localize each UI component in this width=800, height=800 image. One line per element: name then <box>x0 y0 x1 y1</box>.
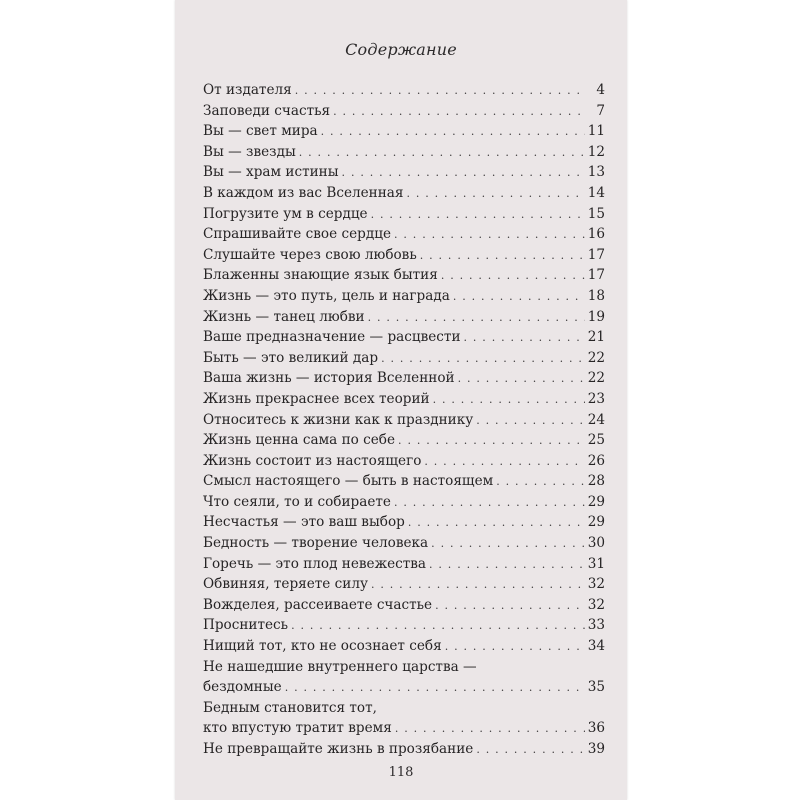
toc-dot-leader <box>381 349 585 370</box>
toc-dot-leader <box>342 163 585 184</box>
toc-entry-title: Относитесь к жизни как к празднику <box>203 411 474 428</box>
toc-entry-title: Жизнь прекраснее всех теорий <box>203 390 430 407</box>
toc-entry <box>203 595 605 616</box>
toc-entry-page: 26 <box>587 452 605 469</box>
toc-entry <box>203 368 605 389</box>
toc-dot-leader <box>464 328 585 349</box>
toc-dot-leader <box>371 575 585 596</box>
toc-entry <box>203 471 605 492</box>
toc-dot-leader <box>476 740 584 761</box>
book-page <box>175 0 627 800</box>
toc-entry <box>203 512 605 533</box>
toc-dot-leader <box>368 308 585 329</box>
toc-dot-leader <box>420 246 585 267</box>
toc-dot-leader <box>435 596 585 617</box>
toc-entry-title: Несчастья — это ваш выбор <box>203 514 405 531</box>
toc-entry-title: Не превращайте жизнь в прозябание <box>203 741 474 757</box>
toc-dot-leader <box>433 390 585 411</box>
toc-dot-leader <box>458 369 585 390</box>
toc-entry-page: 11 <box>587 123 605 140</box>
toc-entry-page: 21 <box>587 329 605 346</box>
toc-entry-page: 32 <box>587 596 605 613</box>
toc-dot-leader <box>333 102 586 123</box>
toc-entry-page: 30 <box>587 535 605 552</box>
toc-entry-title: Обвиняя, теряете силу <box>203 576 368 593</box>
toc-entry-page: 31 <box>587 555 605 572</box>
toc-entry-page: 19 <box>587 308 605 325</box>
toc-entry <box>203 245 605 266</box>
toc-entry-title: Ваша жизнь — история Вселенной <box>203 370 455 387</box>
toc-entry <box>203 204 605 225</box>
toc-entry <box>203 492 605 513</box>
toc-entry-page: 17 <box>587 246 605 263</box>
toc-entry <box>203 286 605 307</box>
toc-entry-page: 22 <box>587 349 605 366</box>
toc-entry-page: 34 <box>587 638 605 655</box>
toc-entry-title: Проснитесь <box>203 617 289 634</box>
toc-entry-page: 12 <box>587 143 605 160</box>
toc-entry <box>203 574 605 595</box>
toc-entry-title: Спрашивайте свое сердце <box>203 226 392 243</box>
toc-dot-leader <box>299 143 585 164</box>
toc-entry-title: Горечь — это плод невежества <box>203 555 427 572</box>
toc-entry-page: 24 <box>587 411 605 428</box>
toc-entry <box>203 80 605 101</box>
toc-dot-leader <box>431 534 585 555</box>
toc-entry-page: 15 <box>587 205 605 222</box>
toc-entry-title: От издателя <box>203 82 292 98</box>
toc-entry-page: 32 <box>587 576 605 593</box>
toc-dot-leader <box>285 678 585 699</box>
toc-dot-leader <box>476 411 584 432</box>
toc-entry <box>203 224 605 245</box>
toc-entry-title: Блаженны знающие язык бытия <box>203 267 438 284</box>
toc-dot-leader <box>453 287 585 308</box>
toc-entry <box>203 265 605 286</box>
toc-entry <box>203 389 605 410</box>
toc-entry <box>203 183 605 204</box>
toc-entry <box>203 698 605 719</box>
toc-entry <box>203 739 605 760</box>
toc-entry <box>203 410 605 431</box>
toc-entry-page: 39 <box>587 741 605 757</box>
toc-entry-title: Слушайте через свою любовь <box>203 246 417 263</box>
toc-entry <box>203 121 605 142</box>
toc-entry <box>203 554 605 575</box>
toc-entry <box>203 451 605 472</box>
toc-entry <box>203 348 605 369</box>
toc-entry-page: 14 <box>587 184 605 201</box>
toc-entry <box>203 162 605 183</box>
toc-entry-title: кто впустую тратит время <box>203 720 392 737</box>
toc-entry-title: Бедность — творение человека <box>203 535 429 552</box>
toc-entry <box>203 307 605 328</box>
toc-dot-leader <box>429 555 585 576</box>
toc-dot-leader <box>406 184 584 205</box>
toc-entry-page: 4 <box>596 82 605 98</box>
toc-entry-title: Бедным становится тот, <box>203 699 377 716</box>
toc-entry-page: 13 <box>587 164 605 181</box>
toc-entry-title: Вы — звезды <box>203 143 296 160</box>
toc-entry <box>203 718 605 739</box>
toc-entry-page: 33 <box>587 617 605 634</box>
toc-entry-title: Погрузите ум в сердце <box>203 205 368 222</box>
toc-entry-title: В каждом из вас Вселенная <box>203 184 404 201</box>
toc-dot-leader <box>291 616 585 637</box>
toc-entry-title: Нищий тот, кто не осознает себя <box>203 638 442 655</box>
toc-entry-title: Вожделея, рассеиваете счастье <box>203 596 433 613</box>
toc-entry-title: Смысл настоящего — быть в настоящем <box>203 473 494 490</box>
toc-entry-page: 22 <box>587 370 605 387</box>
toc-dot-leader <box>371 205 585 226</box>
toc-dot-leader <box>496 472 585 493</box>
toc-dot-leader <box>441 266 585 287</box>
folio-page-number: 118 <box>388 765 414 780</box>
toc-entry-page: 29 <box>587 514 605 531</box>
toc-dot-leader <box>395 719 585 740</box>
toc-entry <box>203 657 605 678</box>
toc-entry-page: 17 <box>587 267 605 284</box>
toc-entry <box>203 677 605 698</box>
toc-dot-leader <box>408 513 585 534</box>
toc-dot-leader <box>424 452 584 473</box>
toc-entry-title: Быть — это великий дар <box>203 349 379 366</box>
toc-entry-title: Не нашедшие внутреннего царства — <box>203 658 477 675</box>
toc-entry-title: Жизнь — это путь, цель и награда <box>203 287 450 304</box>
toc-entry-page: 25 <box>587 432 605 449</box>
toc-entry-title: Вы — свет мира <box>203 123 318 140</box>
toc-entry-title: Жизнь состоит из настоящего <box>203 452 422 469</box>
toc-entry-title: Заповеди счастья <box>203 102 331 119</box>
toc-dot-leader <box>394 225 585 246</box>
toc-dot-leader <box>394 493 585 514</box>
toc-entry <box>203 636 605 657</box>
toc-entry-title: Ваше предназначение — расцвести <box>203 329 461 346</box>
toc-entry-page: 29 <box>587 493 605 510</box>
toc-entry-page: 28 <box>587 473 605 490</box>
toc-entry-page: 16 <box>587 226 605 243</box>
toc-entry-title: Жизнь — танец любви <box>203 308 365 325</box>
toc-entry-page: 18 <box>587 287 605 304</box>
toc-entry <box>203 327 605 348</box>
toc-entry-page: 23 <box>587 390 605 407</box>
toc-entry-page: 36 <box>587 720 605 737</box>
toc-dot-leader <box>321 122 585 143</box>
toc-entry-title: Жизнь ценна сама по себе <box>203 432 396 449</box>
toc-entry <box>203 430 605 451</box>
toc-entry <box>203 142 605 163</box>
toc-entry-title: Вы — храм истины <box>203 164 339 181</box>
toc-entry-page: 7 <box>596 102 605 119</box>
toc-entry-title: Что сеяли, то и собираете <box>203 493 391 510</box>
toc-entry-title: бездомные <box>203 679 282 696</box>
toc-entry <box>203 101 605 122</box>
toc-entry <box>203 533 605 554</box>
toc-entry <box>203 615 605 636</box>
toc-dot-leader <box>295 81 586 102</box>
toc-dot-leader <box>445 637 585 658</box>
page-title: Содержание <box>345 40 457 59</box>
table-of-contents <box>203 80 605 760</box>
toc-dot-leader <box>398 431 585 452</box>
toc-entry-page: 35 <box>587 679 605 696</box>
